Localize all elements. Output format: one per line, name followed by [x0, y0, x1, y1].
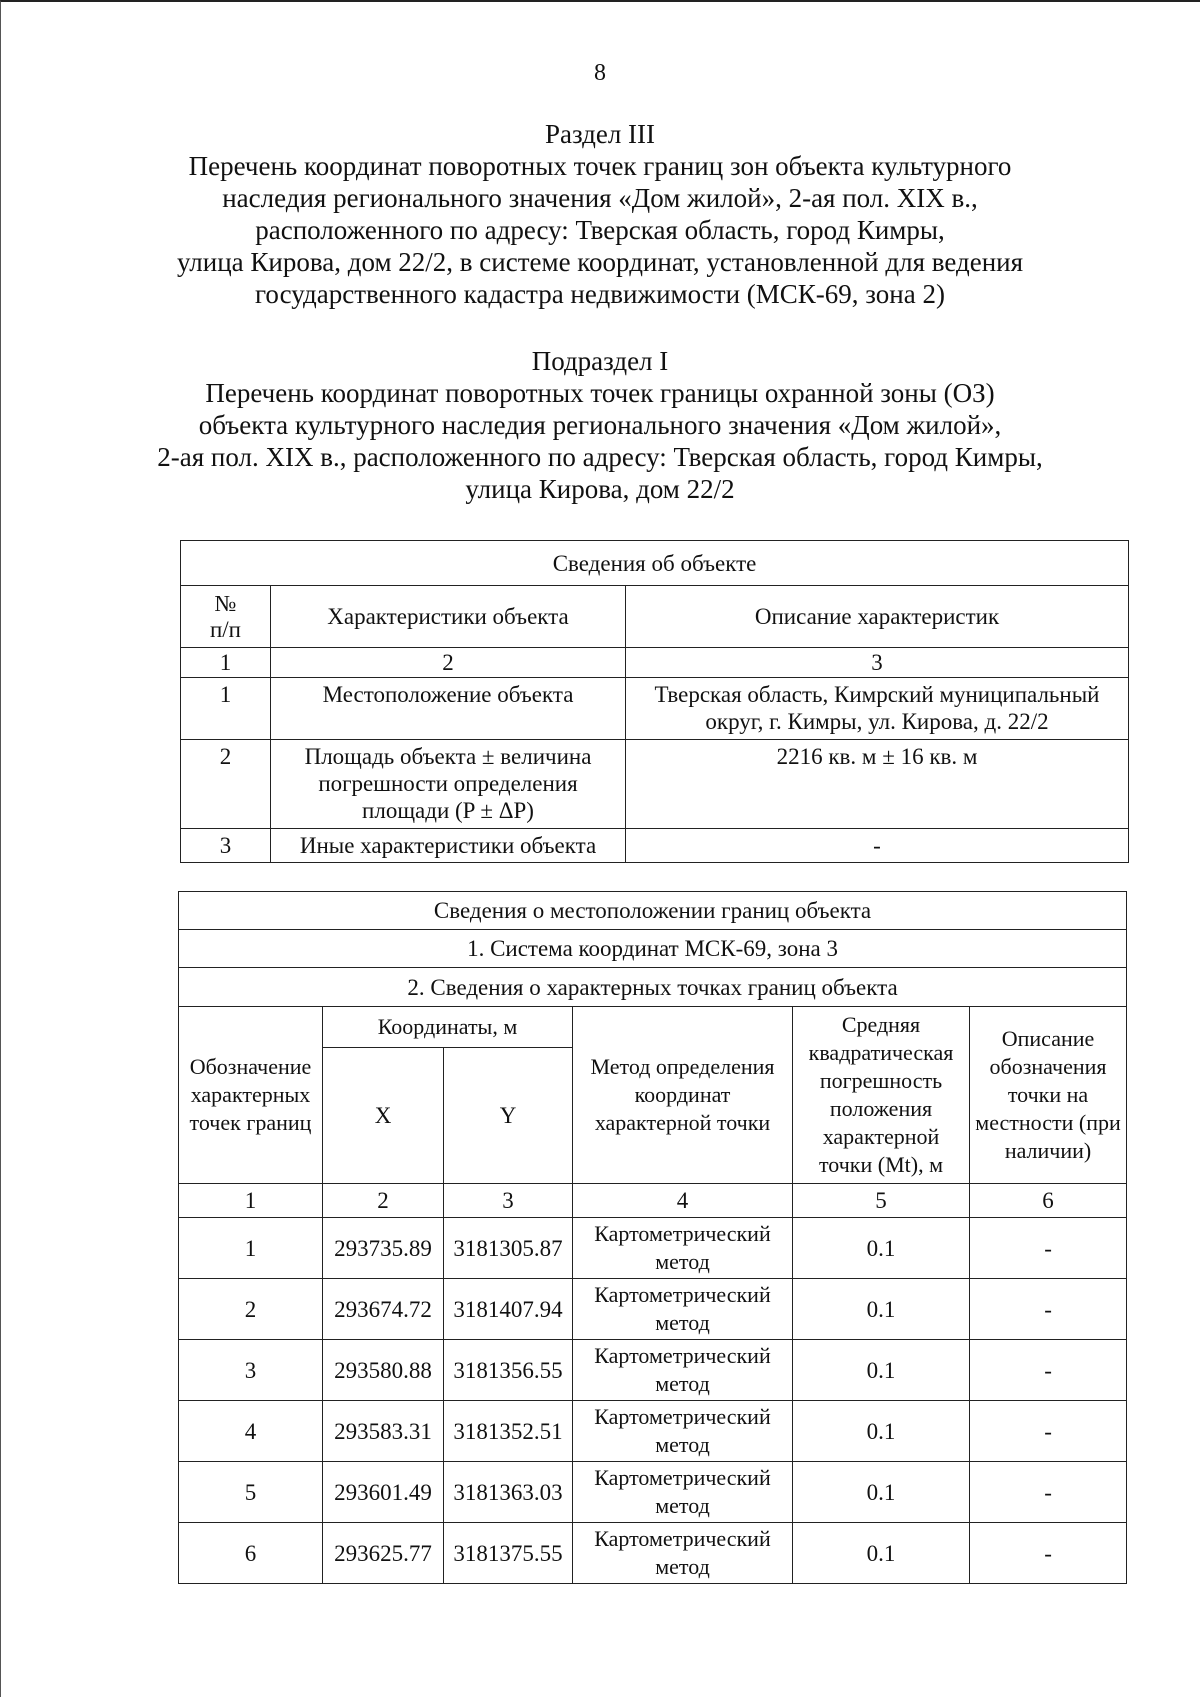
- point-y: 3181363.03: [444, 1462, 573, 1523]
- row-name: Местоположение объекта: [271, 678, 626, 740]
- column-number: 6: [970, 1184, 1127, 1218]
- column-number: 1: [179, 1184, 323, 1218]
- point-error: 0.1: [793, 1279, 970, 1340]
- table-row: [179, 1218, 1127, 1279]
- points-caption-coordinate-system: 1. Система координат МСК-69, зона 3: [179, 930, 1127, 968]
- section-line: государственного кадастра недвижимости (МСК-69, зона 2): [255, 279, 945, 309]
- row-number: 2: [181, 740, 271, 829]
- table-row: [179, 1523, 1127, 1584]
- row-name: Иные характеристики объекта: [271, 829, 626, 863]
- boundary-points-table: [178, 891, 1127, 1584]
- point-error: 0.1: [793, 1523, 970, 1584]
- point-number: 4: [179, 1401, 323, 1462]
- table-row: [179, 1340, 1127, 1401]
- row-value: Тверская область, Кимрский муниципальный округ, г. Кимры, ул. Кирова, д. 22/2: [626, 678, 1129, 740]
- header-designation: Обозначение характерных точек границ: [179, 1007, 323, 1184]
- point-x: 293601.49: [323, 1462, 444, 1523]
- table-row: [179, 1279, 1127, 1340]
- point-method: Картометрический метод: [573, 1218, 793, 1279]
- points-caption-characteristic-points: 2. Сведения о характерных точках границ объекта: [179, 968, 1127, 1007]
- section-heading: [0, 118, 1200, 310]
- point-error: 0.1: [793, 1340, 970, 1401]
- point-y: 3181375.55: [444, 1523, 573, 1584]
- subsection-heading: [0, 345, 1200, 505]
- row-value: 2216 кв. м ± 16 кв. м: [626, 740, 1129, 829]
- point-y: 3181352.51: [444, 1401, 573, 1462]
- point-number: 6: [179, 1523, 323, 1584]
- point-error: 0.1: [793, 1401, 970, 1462]
- point-method: Картометрический метод: [573, 1462, 793, 1523]
- section-line: Перечень координат поворотных точек границ зон объекта культурного: [188, 151, 1012, 181]
- points-caption-location: Сведения о местоположении границ объекта: [179, 892, 1127, 930]
- point-method: Картометрический метод: [573, 1340, 793, 1401]
- point-description: -: [970, 1218, 1127, 1279]
- point-method: Картометрический метод: [573, 1279, 793, 1340]
- table-row: [179, 1462, 1127, 1523]
- point-description: -: [970, 1401, 1127, 1462]
- row-number: 1: [181, 678, 271, 740]
- subsection-line: улица Кирова, дом 22/2: [465, 474, 735, 504]
- section-line: расположенного по адресу: Тверская область, город Кимры,: [255, 215, 945, 245]
- point-number: 2: [179, 1279, 323, 1340]
- point-number: 3: [179, 1340, 323, 1401]
- row-number: 3: [181, 829, 271, 863]
- page-number: 8: [594, 60, 606, 86]
- point-y: 3181407.94: [444, 1279, 573, 1340]
- point-number: 5: [179, 1462, 323, 1523]
- object-table-caption: Сведения об объекте: [181, 541, 1129, 586]
- subsection-line: 2-ая пол. XIX в., расположенного по адресу: Тверская область, город Кимры,: [157, 442, 1043, 472]
- point-x: 293580.88: [323, 1340, 444, 1401]
- column-number: 2: [323, 1184, 444, 1218]
- point-description: -: [970, 1340, 1127, 1401]
- header-number: № п/п: [181, 586, 271, 648]
- header-characteristics: Характеристики объекта: [271, 586, 626, 648]
- header-point-description: Описание обозначения точки на местности (при наличии): [970, 1007, 1127, 1184]
- header-coordinates: Координаты, м: [323, 1007, 573, 1048]
- point-x: 293735.89: [323, 1218, 444, 1279]
- section-line: наследия регионального значения «Дом жилой», 2-ая пол. XIX в.,: [222, 183, 978, 213]
- point-x: 293674.72: [323, 1279, 444, 1340]
- table-row: [179, 1401, 1127, 1462]
- column-number: 3: [626, 648, 1129, 678]
- header-description: Описание характеристик: [626, 586, 1129, 648]
- header-method: Метод определения координат характерной точки: [573, 1007, 793, 1184]
- column-number: 5: [793, 1184, 970, 1218]
- column-number: 3: [444, 1184, 573, 1218]
- point-method: Картометрический метод: [573, 1523, 793, 1584]
- point-description: -: [970, 1523, 1127, 1584]
- point-description: -: [970, 1279, 1127, 1340]
- point-number: 1: [179, 1218, 323, 1279]
- point-error: 0.1: [793, 1218, 970, 1279]
- section-title: Раздел III: [544, 119, 656, 149]
- subsection-line: объекта культурного наследия регионального значения «Дом жилой»,: [198, 410, 1002, 440]
- point-x: 293625.77: [323, 1523, 444, 1584]
- point-method: Картометрический метод: [573, 1401, 793, 1462]
- header-error: Средняя квадратическая погрешность положения характерной точки (Mt), м: [793, 1007, 970, 1184]
- object-info-table: [180, 540, 1129, 863]
- row-name: Площадь объекта ± величина погрешности определения площади (P ± ΔP): [271, 740, 626, 829]
- column-number: 2: [271, 648, 626, 678]
- section-line: улица Кирова, дом 22/2, в системе координат, установленной для ведения: [176, 247, 1024, 277]
- point-x: 293583.31: [323, 1401, 444, 1462]
- column-number: 4: [573, 1184, 793, 1218]
- subsection-title: Подраздел I: [531, 346, 669, 376]
- point-error: 0.1: [793, 1462, 970, 1523]
- column-number: 1: [181, 648, 271, 678]
- point-description: -: [970, 1462, 1127, 1523]
- table-row: [181, 740, 1129, 829]
- point-y: 3181356.55: [444, 1340, 573, 1401]
- row-value: -: [626, 829, 1129, 863]
- point-y: 3181305.87: [444, 1218, 573, 1279]
- table-row: [181, 678, 1129, 740]
- header-x: X: [323, 1048, 444, 1184]
- table-row: [181, 829, 1129, 863]
- subsection-line: Перечень координат поворотных точек границы охранной зоны (ОЗ): [205, 378, 995, 408]
- header-y: Y: [444, 1048, 573, 1184]
